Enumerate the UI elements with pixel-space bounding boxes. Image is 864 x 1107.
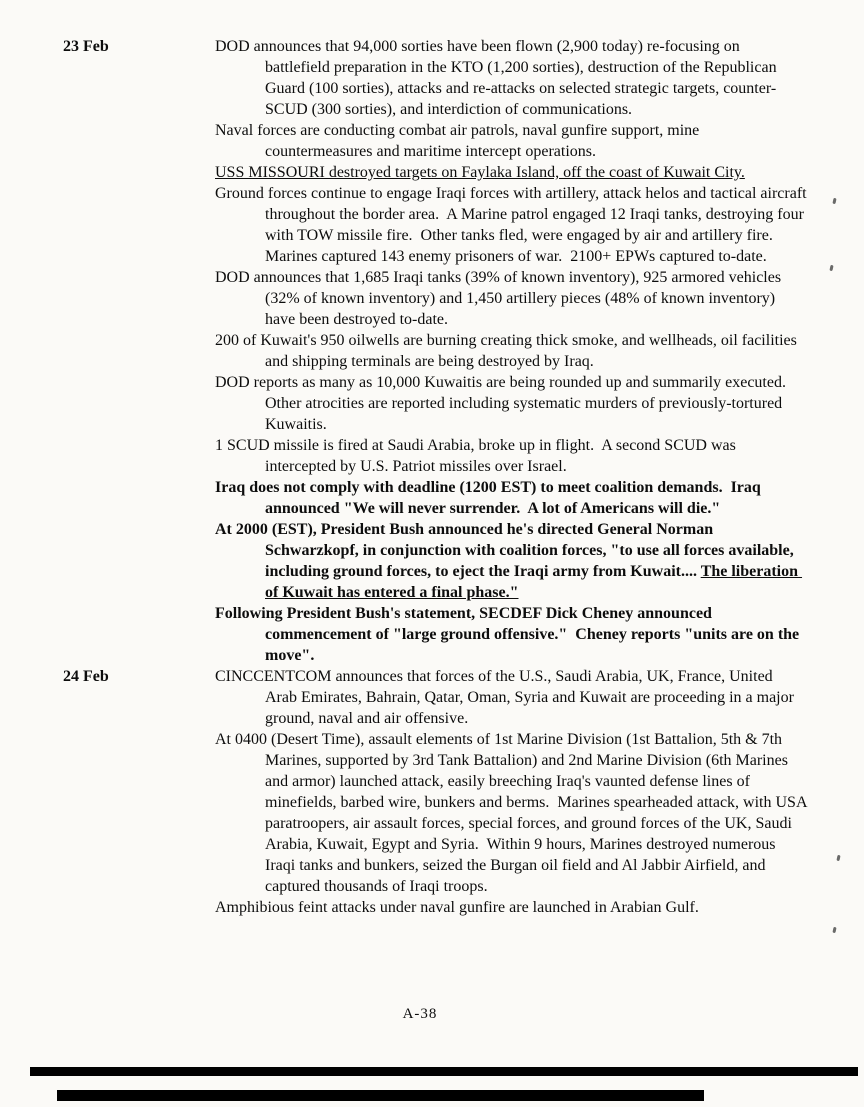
underlined-text: The liberation of Kuwait has entered a final phase." bbox=[265, 563, 803, 601]
text-segment: Naval forces are conducting combat air patrols, naval gunfire support, mine countermeasures and maritime intercept operations. bbox=[215, 122, 704, 160]
entry-date: 24 Feb bbox=[63, 668, 109, 685]
text-segment: DOD reports as many as 10,000 Kuwaitis are being rounded up and summarily executed. Other atrocities are reported including systematic murders of previously-tortured Kuwaitis. bbox=[215, 374, 794, 433]
text-segment: 200 of Kuwait's 950 oilwells are burning creating thick smoke, and wellheads, oil facilities and shipping terminals are being destroyed by Iraq. bbox=[215, 332, 801, 370]
text-segment: CINCCENTCOM announces that forces of the U.S., Saudi Arabia, UK, France, United Arab Emirates, Bahrain, Qatar, Oman, Syria and Kuwait are proceeding in a major ground, naval and air offensive. bbox=[215, 668, 798, 727]
underlined-text: USS MISSOURI destroyed targets on Faylaka Island, off the coast of Kuwait City. bbox=[215, 164, 745, 181]
text-segment: 1 SCUD missile is fired at Saudi Arabia, broke up in flight. A second SCUD was intercepted by U.S. Patriot missiles over Israel. bbox=[215, 437, 740, 475]
chronology-paragraph bbox=[215, 666, 807, 729]
text-segment: Iraq does not comply with deadline (1200 EST) to meet coalition demands. Iraq announced "We will never surrender. A lot of Americans will die." bbox=[215, 479, 765, 517]
scan-speck bbox=[832, 927, 836, 933]
paragraph-column bbox=[215, 36, 811, 666]
chronology-paragraph bbox=[215, 267, 807, 330]
chronology-paragraph bbox=[215, 183, 811, 267]
chronology-paragraph bbox=[215, 729, 811, 897]
scan-speck bbox=[829, 265, 833, 271]
chronology-paragraph bbox=[215, 519, 807, 603]
chronology-paragraph bbox=[215, 36, 807, 120]
text-segment: DOD announces that 94,000 sorties have been flown (2,900 today) re-focusing on battlefield preparation in the KTO (1,200 sorties), destruction of the Republican Guard (100 sorties), attacks and re-attacks on selected strategic targets, counter-SCUD (300 sorties), and interdiction of communications. bbox=[215, 38, 781, 118]
chronology-paragraph bbox=[215, 435, 807, 477]
chronology-paragraph bbox=[215, 477, 807, 519]
text-segment: Ground forces continue to engage Iraqi forces with artillery, attack helos and tactical aircraft throughout the border area. A Marine patrol engaged 12 Iraqi tanks, destroying four with TOW missile fire. Other tanks fled, were engaged by air and artillery fire. Marines captured 143 enemy prisoners of war. 2100+ EPWs captured to-date. bbox=[215, 185, 811, 265]
text-segment: Amphibious feint attacks under naval gunfire are launched in Arabian Gulf. bbox=[215, 899, 699, 916]
chronology-paragraph bbox=[215, 162, 807, 183]
scan-speck bbox=[832, 198, 836, 204]
text-segment: DOD announces that 1,685 Iraqi tanks (39% of known inventory), 925 armored vehicles (32% of known inventory) and 1,450 artillery pieces (48% of known inventory) have been destroyed to-date. bbox=[215, 269, 786, 328]
entry-date: 23 Feb bbox=[63, 38, 109, 55]
date-section bbox=[63, 36, 811, 666]
text-segment: Following President Bush's statement, SECDEF Dick Cheney announced commencement of "large ground offensive." Cheney reports "units are on the move". bbox=[215, 605, 804, 664]
page-number: A-38 bbox=[402, 1006, 438, 1022]
text-segment: At 2000 (EST), President Bush announced he's directed General Norman Schwarzkopf, in conjunction with coalition forces, "to use all forces available, including ground forces, to eject the Iraqi army from Kuwait.... bbox=[215, 521, 798, 580]
chronology-entries bbox=[63, 36, 811, 918]
scan-speck bbox=[836, 855, 840, 861]
date-section bbox=[63, 666, 811, 918]
paragraph-column bbox=[215, 666, 811, 918]
chronology-paragraph bbox=[215, 603, 807, 666]
scan-artifact-bar-bottom bbox=[57, 1090, 704, 1101]
chronology-paragraph bbox=[215, 372, 807, 435]
chronology-paragraph bbox=[215, 330, 807, 372]
text-segment: At 0400 (Desert Time), assault elements of 1st Marine Division (1st Battalion, 5th & 7th Marines, supported by 3rd Tank Battalion) and 2nd Marine Division (6th Marines and armor) launched attack, easily breeching Iraq's vaunted defense lines of minefields, barbed wire, bunkers and berms. Marines spearheaded attack, with USA paratroopers, air assault forces, special forces, and ground forces of the UK, Saudi Arabia, Kuwait, Egypt and Syria. Within 9 hours, Marines destroyed numerous Iraqi tanks and bunkers, seized the Burgan oil field and Al Jabbir Airfield, and captured thousands of Iraqi troops. bbox=[215, 731, 811, 895]
scan-artifact-bar-top bbox=[30, 1067, 858, 1076]
chronology-paragraph bbox=[215, 120, 807, 162]
chronology-paragraph bbox=[215, 897, 807, 918]
